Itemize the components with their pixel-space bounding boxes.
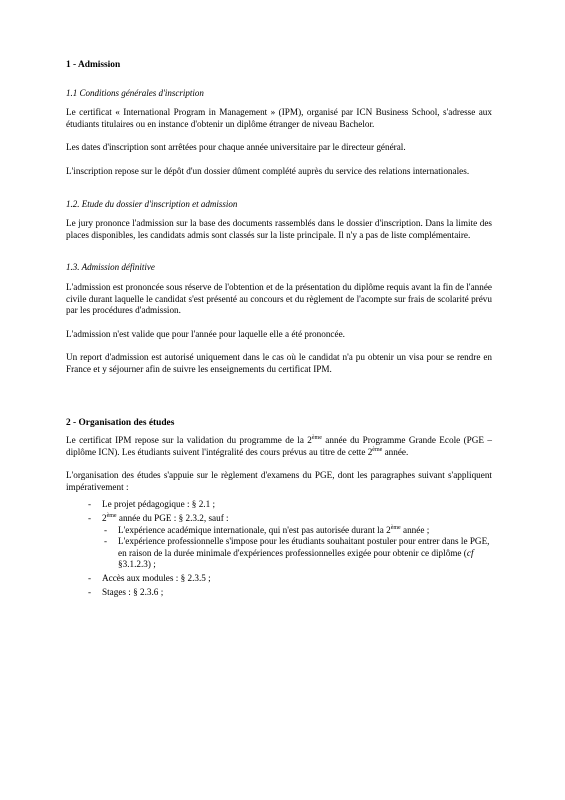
paragraph: L'admission est prononcée sous réserve de l'obtention et de la présentation du diplôme requis avant la fin de l'année civile durant laquelle le candidat s'est présenté au concours et du règlement de l'acompte sur frais de scolarité prévu par les procédures d'admission. — [66, 281, 492, 316]
paragraph: Le certificat « International Program in Management » (IPM), organisé par ICN Business School, s'adresse aux étudiants titulaires ou en instance d'obtenir un diplôme étranger de niveau Bachelor. — [66, 107, 492, 129]
list-item: - Le projet pédagogique : § 2.1 ; — [66, 499, 492, 511]
document-body — [66, 60, 492, 600]
sub-list-item: - L'expérience académique internationale, qui n'est pas autorisée durant la 2ème année ; — [102, 525, 492, 537]
rules-list — [66, 499, 492, 598]
list-item: - Stages : § 2.3.6 ; — [66, 587, 492, 599]
paragraph: Les dates d'inscription sont arrêtées pour chaque année universitaire par le directeur général. — [66, 142, 406, 153]
paragraph: L'admission n'est valide que pour l'année pour laquelle elle a été prononcée. — [66, 328, 345, 339]
subsection-1-2-heading: 1.2. Etude du dossier d'inscription et admission — [66, 198, 238, 209]
sub-list-item: - L'expérience professionnelle s'impose pour les étudiants souhaitant postuler pour entrer dans le PGE, en raison de la durée minimale d'expériences professionnelles exigée pour obtenir ce diplôme (cf §3.1.2.3) ; — [102, 536, 492, 571]
subsection-1-3-heading: 1.3. Admission définitive — [66, 262, 155, 273]
list-item: - 2ème année du PGE : § 2.3.2, sauf : - L'expérience académique internationale, qui n'est pas autorisée durant la 2ème année ; - L'expérience professionnelle s'impose pour les étudiants souhaitant postuler pour entrer dans le PGE, en raison de la durée minimale d'expériences professionnelles exigée pour obtenir ce diplôme (cf §3.1.2.3) ; — [66, 513, 492, 571]
sub-list — [102, 525, 492, 571]
paragraph: L'inscription repose sur le dépôt d'un dossier dûment complété auprès du service des relations internationales. — [66, 165, 470, 176]
list-item: - Accès aux modules : § 2.3.5 ; — [66, 573, 492, 585]
subsection-1-1-heading: 1.1 Conditions générales d'inscription — [66, 87, 204, 98]
paragraph: Un report d'admission est autorisé uniquement dans le cas où le candidat n'a pu obtenir un visa pour se rendre en France et y séjourner afin de suivre les enseignements du certificat IPM. — [66, 352, 492, 374]
paragraph: Le certificat IPM repose sur la validation du programme de la 2ème année du Programme Grande Ecole (PGE – diplôme ICN). Les étudiants suivent l'intégralité des cours prévus au titre de cette 2ème année. — [66, 435, 492, 457]
paragraph: L'organisation des études s'appuie sur le règlement d'examens du PGE, dont les paragraphes suivant s'appliquent impérativement : — [66, 470, 492, 492]
section-1-title: 1 - Admission — [66, 60, 121, 70]
paragraph: Le jury prononce l'admission sur la base des documents rassemblés dans le dossier d'inscription. Dans la limite des places disponibles, les candidats admis sont classés sur la liste principale. Il n'y a pas de liste complémentaire. — [66, 218, 492, 240]
section-2-title: 2 - Organisation des études — [66, 417, 175, 428]
